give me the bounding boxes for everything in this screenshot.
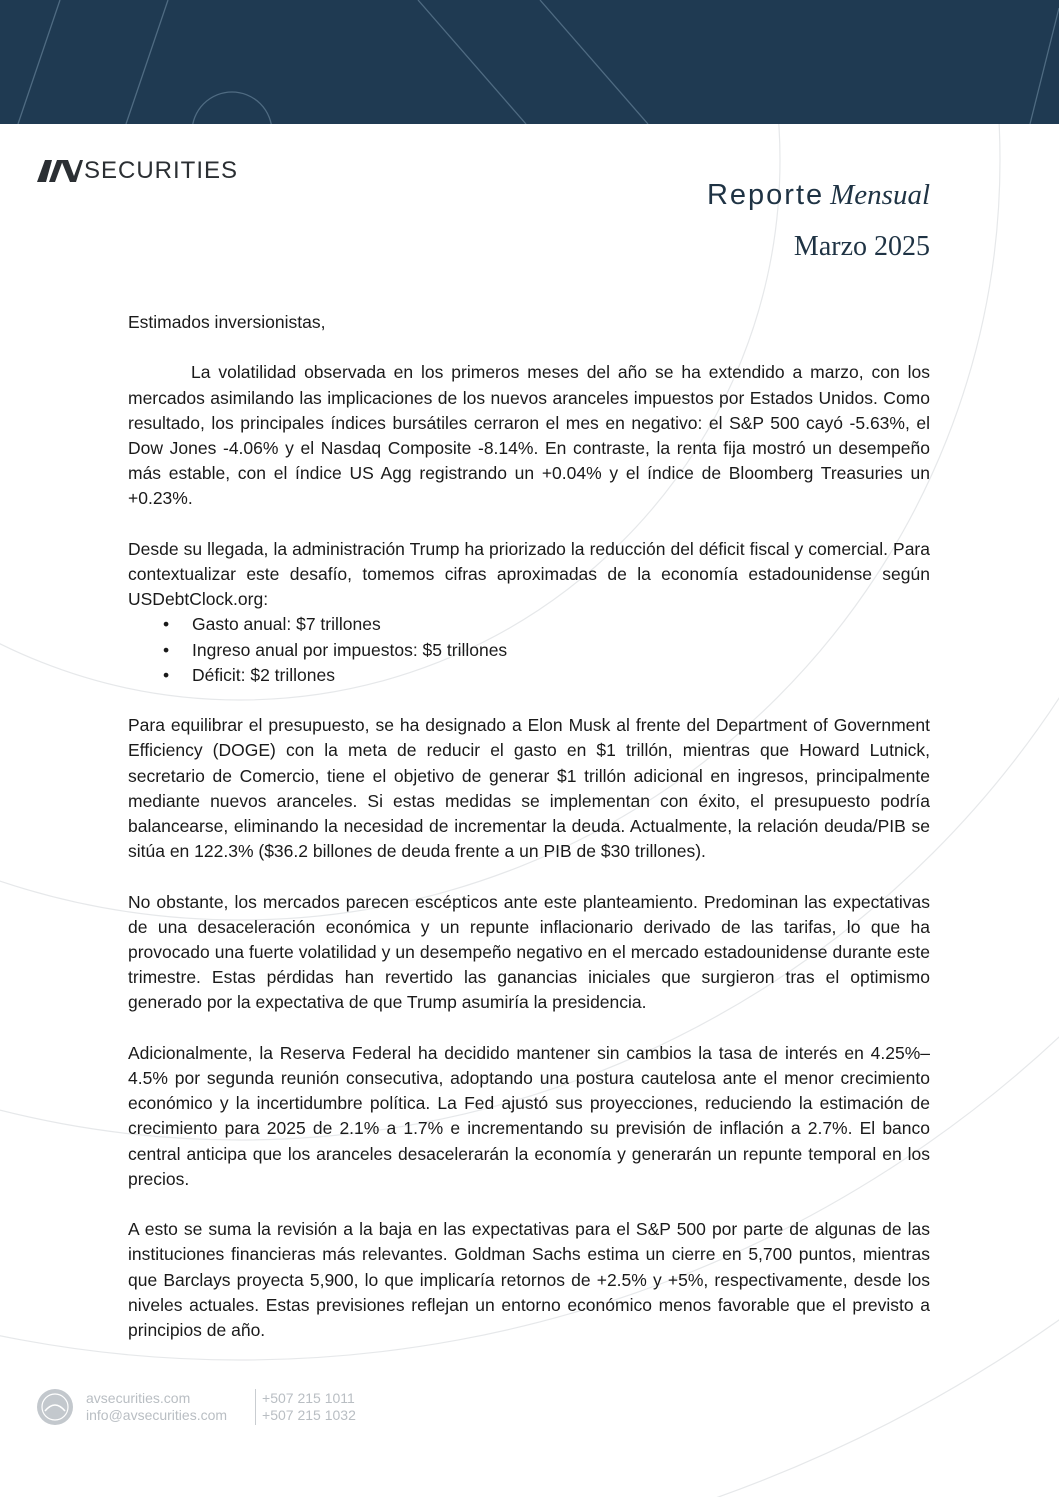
- report-title-plain: Reporte: [706, 179, 825, 211]
- footer-web-contact: [86, 1390, 227, 1424]
- header-band: [0, 0, 1059, 124]
- footer-phone-2: +507 215 1032: [262, 1407, 356, 1423]
- av-logo-mark-icon: [37, 160, 83, 182]
- footer-email-link[interactable]: info@avsecurities.com: [86, 1407, 228, 1423]
- paragraph-market-volatility: La volatilidad observada en los primeros meses del año se ha extendido a marzo, con los mercados asimilando las implicaciones de los nuevos aranceles impuestos por Estados Unidos. Como resultado, los principales índices bursátiles cerraron el mes en negativo: el S&P 500 cayó -5.63%, el Dow Jones -4.06% y el Nasdaq Composite -8.14%. En contraste, la renta fija mostró un desempeño más estable, con el índice US Agg registrando un +0.04% y el índice de Bloomberg Treasuries un +0.23%.: [128, 362, 930, 509]
- footer-divider: [255, 1389, 256, 1425]
- paragraph-federal-reserve: Adicionalmente, la Reserva Federal ha decidido mantener sin cambios la tasa de interés en 4.25%–4.5% por segunda reunión consecutiva, adoptando una postura cautelosa ante el menor crecimiento económico y la incertidumbre política. La Fed ajustó sus proyecciones, reduciendo la estimación de crecimiento para 2025 de 2.1% a 1.7% e incrementando su previsión de inflación a 2.7%. El banco central anticipa que los aranceles desacelerarán la economía y generarán un repunte temporal en los precios.: [128, 1042, 930, 1189]
- footer-phone-1: +507 215 1011: [262, 1390, 355, 1406]
- footer-phones: [262, 1390, 356, 1424]
- bullet-icon: •: [163, 614, 170, 635]
- paragraph-sp500-expectations: A esto se suma la revisión a la baja en las expectativas para el S&P 500 por parte de algunas de las instituciones financieras más relevantes. Goldman Sachs estima un cierre en 5,700 puntos, mientras que Barclays proyecta 5,900, lo que implicaría retornos de +2.5% y +5%, respectivamente, desde los niveles actuales. Estas previsiones reflejan un entorno económico menos favorable que el previsto a principios de año.: [128, 1219, 930, 1341]
- paragraph-market-skepticism: No obstante, los mercados parecen escépticos ante este planteamiento. Predominan las expectativas de una desaceleración económica y un repunte inflacionario derivado de las tarifas, lo que ha provocado una fuerte volatilidad y un desempeño negativo en el mercado estadounidense durante este trimestre. Estas pérdidas han revertido las ganancias iniciales que surgieron tras el optimismo generado por la expectativa de que Trump asumiría la presidencia.: [128, 891, 930, 1013]
- footer-contact: [36, 1385, 356, 1429]
- report-title-italic: Mensual: [830, 179, 930, 211]
- report-title: [707, 176, 930, 214]
- budget-figures-list: [128, 612, 930, 688]
- footer-website-link[interactable]: avsecurities.com: [86, 1390, 191, 1406]
- report-title-block: [707, 176, 930, 264]
- list-item-text: Ingreso anual por impuestos: $5 trillones: [192, 639, 508, 660]
- report-date: Marzo 2025: [793, 231, 930, 262]
- paragraph-budget-balance: Para equilibrar el presupuesto, se ha designado a Elon Musk al frente del Department of Government Efficiency (DOGE) con la meta de reducir el gasto en $1 trillón, mientras que Howard Lutnick, secretario de Comercio, tiene el objetivo de generar $1 trillón adicional en ingresos, principalmente mediante nuevos aranceles. Si estas medidas se implementan con éxito, el presupuesto podría balancearse, eliminando la necesidad de incrementar la deuda. Actualmente, la relación deuda/PIB se sitúa en 122.3% ($36.2 billones de deuda frente a un PIB de $30 trillones).: [128, 715, 930, 862]
- list-item-text: Gasto anual: $7 trillones: [192, 614, 381, 635]
- av-securities-logo: [37, 158, 238, 184]
- list-item: [163, 638, 930, 663]
- bullet-icon: •: [163, 664, 170, 685]
- logo-text: SECURITIES: [84, 157, 239, 184]
- list-item-text: Déficit: $2 trillones: [192, 664, 335, 685]
- company-seal-icon: [36, 1388, 74, 1426]
- bullet-icon: •: [163, 639, 170, 660]
- greeting: Estimados inversionistas,: [128, 312, 326, 332]
- list-item: [163, 612, 930, 637]
- list-item: [163, 663, 930, 688]
- paragraph-deficit-intro: Desde su llegada, la administración Trump ha priorizado la reducción del déficit fiscal y comercial. Para contextualizar este desafío, tomemos cifras aproximadas de la economía estadounidense según USDebtClock.org:: [128, 538, 930, 610]
- letter-body: [128, 310, 930, 1368]
